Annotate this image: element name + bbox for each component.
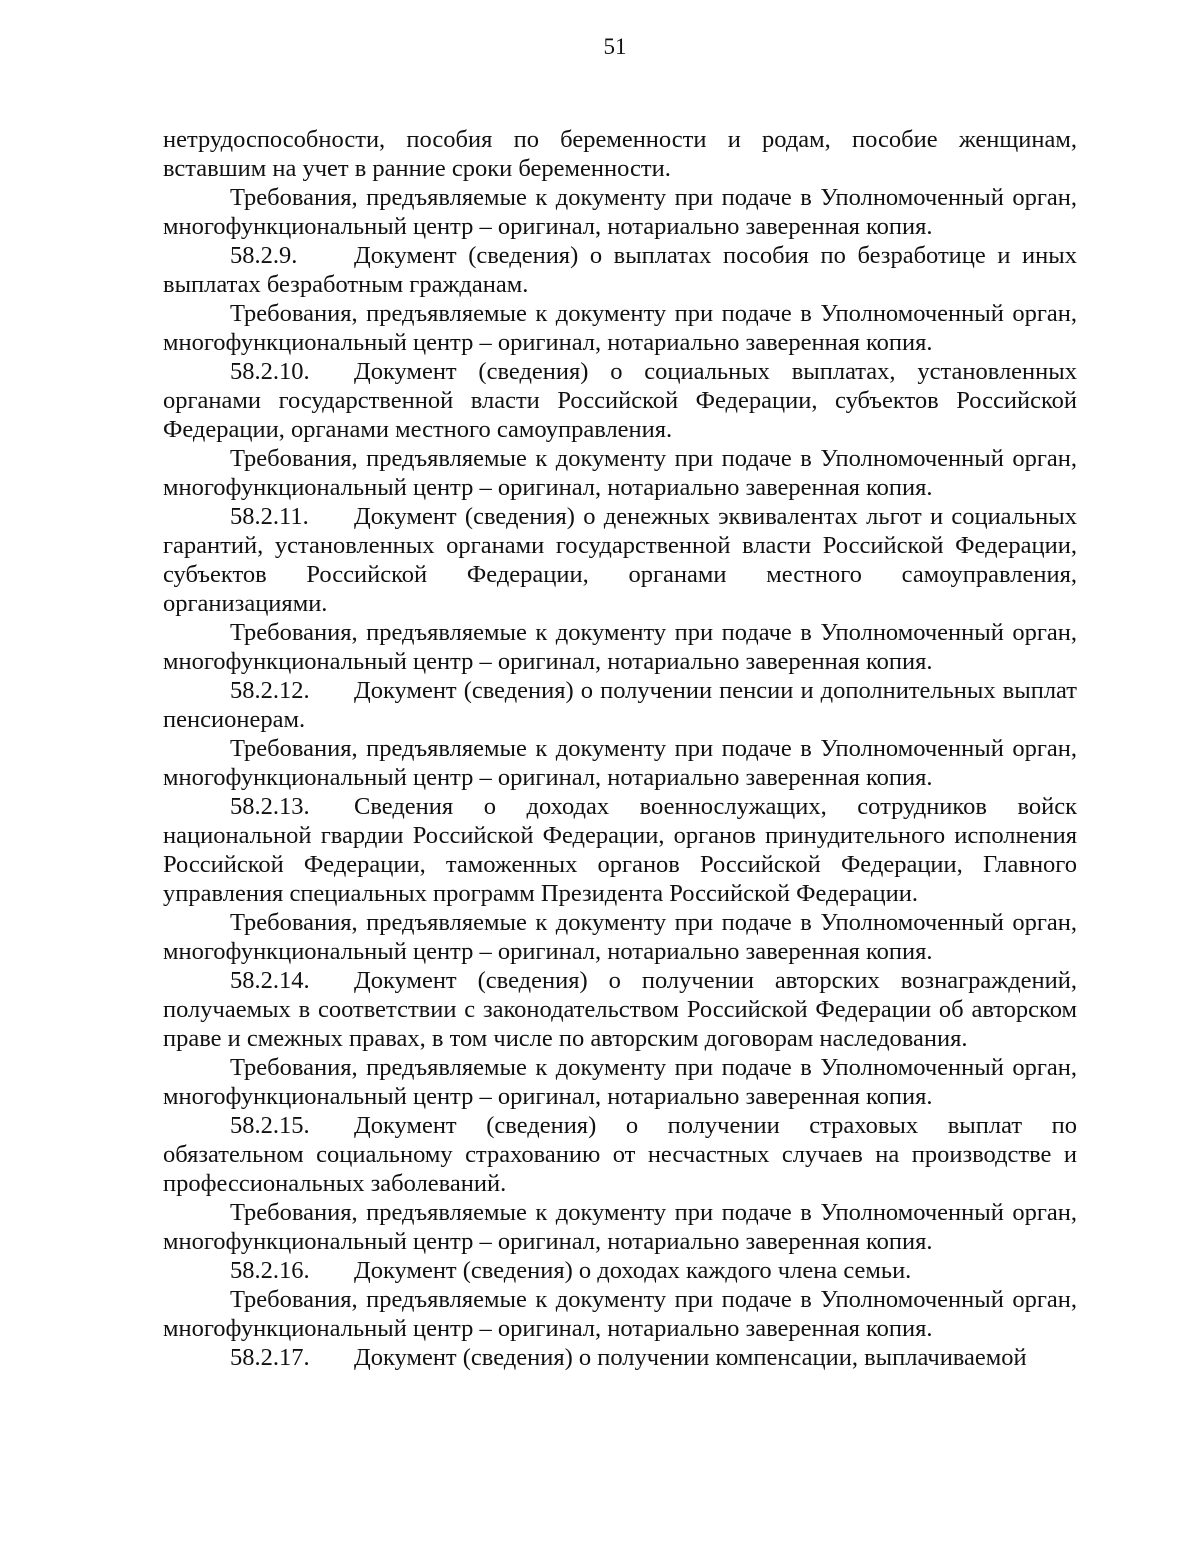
paragraph-text: Документ (сведения) о социальных выплатах, установленных органами государственной власти Российской Федерации, субъектов Российской Федерации, органами местного самоуправления. [163,358,1077,443]
requirements-paragraph [163,1198,1077,1256]
clause-number: 58.2.12. [230,677,310,704]
page-number: 51 [603,34,627,59]
clause-paragraph [163,357,1077,444]
clause-paragraph [163,241,1077,299]
clause-number: 58.2.14. [230,967,310,994]
requirements-paragraph [163,183,1077,241]
paragraph-text: Требования, предъявляемые к документу при подаче в Уполномоченный орган, многофункциональный центр – оригинал, нотариально заверенная копия. [163,909,1077,965]
clause-paragraph [163,1111,1077,1198]
paragraph-text: Требования, предъявляемые к документу при подаче в Уполномоченный орган, многофункциональный центр – оригинал, нотариально заверенная копия. [163,1054,1077,1110]
paragraph-text: Требования, предъявляемые к документу при подаче в Уполномоченный орган, многофункциональный центр – оригинал, нотариально заверенная копия. [163,445,1077,501]
requirements-paragraph [163,908,1077,966]
paragraph-text: Документ (сведения) о получении страховых выплат по обязательном социальному страхованию от несчастных случаев на производстве и профессиональных заболеваний. [163,1112,1077,1197]
clause-paragraph [163,1256,1077,1285]
clause-paragraph [163,676,1077,734]
paragraph-text: Требования, предъявляемые к документу при подаче в Уполномоченный орган, многофункциональный центр – оригинал, нотариально заверенная копия. [163,184,1077,240]
requirements-paragraph [163,1285,1077,1343]
paragraph-text: Сведения о доходах военнослужащих, сотрудников войск национальной гвардии Российской Федерации, органов принудительного исполнения Российской Федерации, таможенных органов Российской Федерации, Главного управления специальных программ Президента Российской Федерации. [163,793,1077,907]
requirements-paragraph [163,299,1077,357]
clause-paragraph [163,792,1077,908]
requirements-paragraph [163,1053,1077,1111]
requirements-paragraph [163,734,1077,792]
clause-paragraph [163,966,1077,1053]
paragraph-text: нетрудоспособности, пособия по беременности и родам, пособие женщинам, вставшим на учет в ранние сроки беременности. [163,126,1077,182]
requirements-paragraph [163,444,1077,502]
clause-number: 58.2.16. [230,1257,310,1284]
paragraph-text: Документ (сведения) о денежных эквивалентах льгот и социальных гарантий, установленных органами государственной власти Российской Федерации, субъектов Российской Федерации, органами местного самоуправления, организациями. [163,503,1077,617]
paragraph-text: Требования, предъявляемые к документу при подаче в Уполномоченный орган, многофункциональный центр – оригинал, нотариально заверенная копия. [163,735,1077,791]
document-body [163,125,1077,1372]
requirements-paragraph [163,618,1077,676]
clause-paragraph [163,1343,1077,1372]
paragraph-text: Требования, предъявляемые к документу при подаче в Уполномоченный орган, многофункциональный центр – оригинал, нотариально заверенная копия. [163,1286,1077,1342]
clause-number: 58.2.15. [230,1112,310,1139]
paragraph-text: Требования, предъявляемые к документу при подаче в Уполномоченный орган, многофункциональный центр – оригинал, нотариально заверенная копия. [163,300,1077,356]
paragraph-continuation [163,125,1077,183]
paragraph-text: Документ (сведения) о получении пенсии и дополнительных выплат пенсионерам. [163,677,1077,733]
clause-number: 58.2.13. [230,793,310,820]
clause-number: 58.2.10. [230,358,310,385]
paragraph-text: Документ (сведения) о выплатах пособия по безработице и иных выплатах безработным гражданам. [163,242,1077,298]
paragraph-text: Требования, предъявляемые к документу при подаче в Уполномоченный орган, многофункциональный центр – оригинал, нотариально заверенная копия. [163,619,1077,675]
clause-number: 58.2.17. [230,1344,310,1371]
paragraph-text: Требования, предъявляемые к документу при подаче в Уполномоченный орган, многофункциональный центр – оригинал, нотариально заверенная копия. [163,1199,1077,1255]
clause-number: 58.2.11. [230,503,309,530]
paragraph-text: Документ (сведения) о получении авторских вознаграждений, получаемых в соответствии с законодательством Российской Федерации об авторском праве и смежных правах, в том числе по авторским договорам наследования. [163,967,1077,1052]
paragraph-text: Документ (сведения) о получении компенсации, выплачиваемой [354,1344,1027,1371]
paragraph-text: Документ (сведения) о доходах каждого члена семьи. [354,1257,912,1284]
clause-paragraph [163,502,1077,618]
clause-number: 58.2.9. [230,242,298,269]
